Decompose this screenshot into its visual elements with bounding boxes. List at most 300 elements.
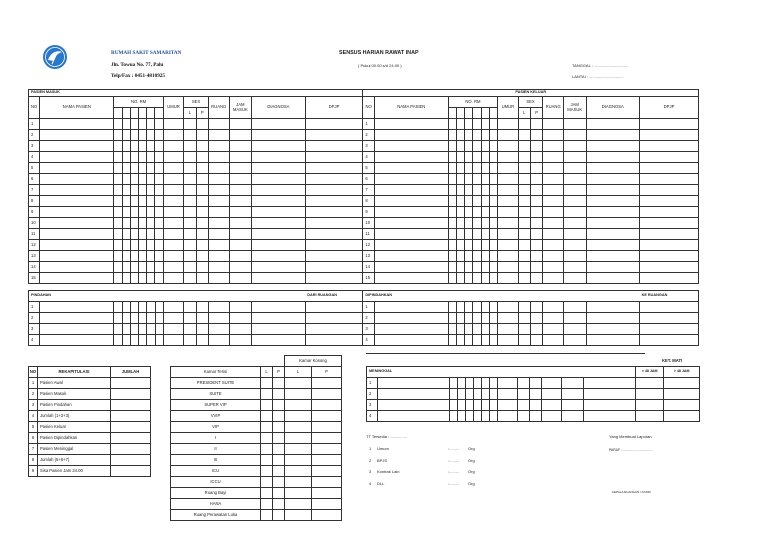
right-entry-cell[interactable] — [518, 218, 530, 229]
left-entry-cell[interactable] — [139, 119, 147, 130]
right-entry-cell[interactable] — [640, 273, 699, 284]
right-entry-cell[interactable] — [481, 251, 489, 262]
left-entry-cell[interactable] — [122, 240, 130, 251]
kamar-count-cell[interactable] — [273, 389, 285, 400]
right-entry-cell[interactable] — [481, 229, 489, 240]
right-entry-cell[interactable] — [374, 119, 448, 130]
left-entry-cell[interactable] — [114, 163, 122, 174]
meninggal-cell[interactable] — [584, 378, 636, 389]
right-pindahan-cell[interactable] — [518, 313, 530, 324]
right-entry-cell[interactable] — [481, 196, 489, 207]
left-pindahan-cell[interactable] — [252, 313, 306, 324]
right-entry-cell[interactable] — [489, 273, 497, 284]
right-entry-cell[interactable] — [489, 141, 497, 152]
right-entry-cell[interactable] — [563, 119, 586, 130]
meninggal-cell[interactable] — [474, 389, 482, 400]
right-entry-cell[interactable] — [586, 240, 639, 251]
right-entry-cell[interactable] — [543, 251, 564, 262]
right-entry-cell[interactable] — [457, 152, 465, 163]
left-entry-cell[interactable] — [155, 185, 163, 196]
kamar-count-cell[interactable] — [285, 411, 312, 422]
right-pindahan-cell[interactable] — [563, 324, 586, 335]
left-entry-cell[interactable] — [196, 229, 208, 240]
left-entry-cell[interactable] — [139, 207, 147, 218]
left-entry-cell[interactable] — [163, 262, 184, 273]
left-entry-cell[interactable] — [305, 152, 363, 163]
right-entry-cell[interactable] — [563, 240, 586, 251]
right-entry-cell[interactable] — [374, 152, 448, 163]
left-entry-cell[interactable] — [114, 130, 122, 141]
left-entry-cell[interactable] — [229, 119, 252, 130]
right-entry-cell[interactable] — [531, 152, 543, 163]
right-entry-cell[interactable] — [457, 119, 465, 130]
left-entry-cell[interactable] — [184, 196, 196, 207]
left-pindahan-cell[interactable] — [196, 313, 208, 324]
kamar-count-cell[interactable] — [273, 477, 285, 488]
right-pindahan-cell[interactable] — [465, 313, 473, 324]
right-entry-cell[interactable] — [465, 273, 473, 284]
left-entry-cell[interactable] — [229, 273, 252, 284]
left-pindahan-cell[interactable] — [40, 335, 114, 346]
right-entry-cell[interactable] — [543, 218, 564, 229]
left-entry-cell[interactable] — [130, 229, 138, 240]
kamar-count-cell[interactable] — [312, 477, 342, 488]
right-entry-cell[interactable] — [531, 185, 543, 196]
meninggal-cell[interactable] — [378, 378, 450, 389]
meninggal-cell[interactable] — [482, 389, 490, 400]
meninggal-cell[interactable] — [542, 389, 562, 400]
left-entry-cell[interactable] — [196, 218, 208, 229]
rm-digit[interactable] — [457, 108, 465, 119]
right-pindahan-cell[interactable] — [563, 302, 586, 313]
left-entry-cell[interactable] — [122, 119, 130, 130]
left-entry-cell[interactable] — [114, 229, 122, 240]
right-entry-cell[interactable] — [563, 196, 586, 207]
left-entry-cell[interactable] — [139, 229, 147, 240]
right-entry-cell[interactable] — [489, 163, 497, 174]
left-entry-cell[interactable] — [155, 262, 163, 273]
right-entry-cell[interactable] — [481, 152, 489, 163]
meninggal-cell[interactable] — [458, 389, 466, 400]
right-pindahan-cell[interactable] — [543, 324, 564, 335]
meninggal-cell[interactable] — [466, 411, 474, 422]
right-pindahan-cell[interactable] — [448, 302, 456, 313]
right-entry-cell[interactable] — [465, 152, 473, 163]
left-pindahan-cell[interactable] — [130, 335, 138, 346]
right-pindahan-cell[interactable] — [498, 302, 519, 313]
kamar-count-cell[interactable] — [273, 466, 285, 477]
right-entry-cell[interactable] — [543, 229, 564, 240]
right-entry-cell[interactable] — [473, 163, 481, 174]
right-entry-cell[interactable] — [640, 262, 699, 273]
right-pindahan-cell[interactable] — [448, 313, 456, 324]
right-entry-cell[interactable] — [465, 130, 473, 141]
left-entry-cell[interactable] — [196, 152, 208, 163]
left-entry-cell[interactable] — [196, 196, 208, 207]
right-entry-cell[interactable] — [586, 262, 639, 273]
left-pindahan-cell[interactable] — [130, 302, 138, 313]
right-entry-cell[interactable] — [489, 218, 497, 229]
kamar-count-cell[interactable] — [273, 433, 285, 444]
right-entry-cell[interactable] — [489, 262, 497, 273]
left-entry-cell[interactable] — [196, 207, 208, 218]
left-pindahan-cell[interactable] — [122, 302, 130, 313]
right-pindahan-cell[interactable] — [465, 335, 473, 346]
left-pindahan-cell[interactable] — [155, 313, 163, 324]
right-entry-cell[interactable] — [518, 163, 530, 174]
left-entry-cell[interactable] — [305, 240, 363, 251]
left-entry-cell[interactable] — [130, 185, 138, 196]
meninggal-cell[interactable] — [542, 411, 562, 422]
left-pindahan-cell[interactable] — [139, 302, 147, 313]
right-entry-cell[interactable] — [543, 207, 564, 218]
left-entry-cell[interactable] — [208, 240, 229, 251]
right-entry-cell[interactable] — [531, 163, 543, 174]
right-entry-cell[interactable] — [640, 229, 699, 240]
left-entry-cell[interactable] — [305, 196, 363, 207]
left-entry-cell[interactable] — [305, 185, 363, 196]
kamar-count-cell[interactable] — [312, 400, 342, 411]
rm-digit[interactable] — [122, 108, 130, 119]
right-entry-cell[interactable] — [586, 207, 639, 218]
meninggal-cell[interactable] — [458, 400, 466, 411]
left-entry-cell[interactable] — [40, 229, 114, 240]
left-pindahan-cell[interactable] — [130, 313, 138, 324]
right-entry-cell[interactable] — [531, 141, 543, 152]
right-pindahan-cell[interactable] — [586, 313, 640, 324]
right-pindahan-cell[interactable] — [518, 302, 530, 313]
left-entry-cell[interactable] — [163, 218, 184, 229]
right-entry-cell[interactable] — [489, 152, 497, 163]
left-entry-cell[interactable] — [208, 163, 229, 174]
right-entry-cell[interactable] — [498, 196, 519, 207]
kamar-count-cell[interactable] — [261, 477, 273, 488]
right-pindahan-cell[interactable] — [640, 335, 699, 346]
left-entry-cell[interactable] — [229, 251, 252, 262]
left-entry-cell[interactable] — [114, 119, 122, 130]
right-entry-cell[interactable] — [640, 152, 699, 163]
right-entry-cell[interactable] — [563, 152, 586, 163]
right-entry-cell[interactable] — [374, 240, 448, 251]
left-entry-cell[interactable] — [184, 262, 196, 273]
meninggal-cell[interactable] — [450, 400, 458, 411]
right-entry-cell[interactable] — [563, 185, 586, 196]
right-entry-cell[interactable] — [498, 251, 519, 262]
right-pindahan-cell[interactable] — [518, 335, 530, 346]
right-entry-cell[interactable] — [489, 229, 497, 240]
left-pindahan-cell[interactable] — [122, 335, 130, 346]
left-entry-cell[interactable] — [229, 174, 252, 185]
left-entry-cell[interactable] — [196, 251, 208, 262]
meninggal-cell[interactable] — [378, 411, 450, 422]
right-entry-cell[interactable] — [498, 262, 519, 273]
left-entry-cell[interactable] — [40, 185, 114, 196]
right-entry-cell[interactable] — [374, 130, 448, 141]
right-pindahan-cell[interactable] — [531, 302, 543, 313]
left-entry-cell[interactable] — [40, 152, 114, 163]
meninggal-cell[interactable] — [542, 400, 562, 411]
left-pindahan-cell[interactable] — [155, 324, 163, 335]
right-entry-cell[interactable] — [531, 196, 543, 207]
meninggal-cell[interactable] — [636, 389, 664, 400]
right-entry-cell[interactable] — [457, 207, 465, 218]
left-pindahan-cell[interactable] — [208, 302, 229, 313]
left-entry-cell[interactable] — [114, 141, 122, 152]
right-entry-cell[interactable] — [543, 141, 564, 152]
right-entry-cell[interactable] — [531, 262, 543, 273]
meninggal-cell[interactable] — [562, 411, 584, 422]
meninggal-cell[interactable] — [636, 378, 664, 389]
right-entry-cell[interactable] — [498, 185, 519, 196]
meninggal-cell[interactable] — [636, 400, 664, 411]
left-entry-cell[interactable] — [163, 196, 184, 207]
right-pindahan-cell[interactable] — [586, 324, 640, 335]
right-entry-cell[interactable] — [481, 273, 489, 284]
rm-digit[interactable] — [489, 108, 497, 119]
left-entry-cell[interactable] — [155, 229, 163, 240]
right-entry-cell[interactable] — [448, 218, 456, 229]
kamar-count-cell[interactable] — [312, 499, 342, 510]
right-entry-cell[interactable] — [374, 196, 448, 207]
right-entry-cell[interactable] — [457, 174, 465, 185]
right-entry-cell[interactable] — [543, 174, 564, 185]
left-entry-cell[interactable] — [130, 273, 138, 284]
left-pindahan-cell[interactable] — [196, 324, 208, 335]
kamar-count-cell[interactable] — [285, 455, 312, 466]
left-entry-cell[interactable] — [163, 174, 184, 185]
right-entry-cell[interactable] — [543, 273, 564, 284]
right-entry-cell[interactable] — [473, 240, 481, 251]
right-entry-cell[interactable] — [473, 273, 481, 284]
right-pindahan-cell[interactable] — [374, 302, 448, 313]
left-entry-cell[interactable] — [40, 196, 114, 207]
left-entry-cell[interactable] — [155, 141, 163, 152]
right-entry-cell[interactable] — [518, 130, 530, 141]
left-entry-cell[interactable] — [139, 262, 147, 273]
left-entry-cell[interactable] — [147, 207, 155, 218]
left-pindahan-cell[interactable] — [229, 335, 252, 346]
right-entry-cell[interactable] — [489, 130, 497, 141]
right-entry-cell[interactable] — [457, 229, 465, 240]
left-entry-cell[interactable] — [147, 251, 155, 262]
meninggal-cell[interactable] — [584, 389, 636, 400]
left-pindahan-cell[interactable] — [305, 313, 363, 324]
left-pindahan-cell[interactable] — [252, 335, 306, 346]
left-entry-cell[interactable] — [114, 251, 122, 262]
right-entry-cell[interactable] — [473, 218, 481, 229]
right-pindahan-cell[interactable] — [456, 324, 464, 335]
left-entry-cell[interactable] — [184, 229, 196, 240]
right-entry-cell[interactable] — [448, 119, 456, 130]
left-entry-cell[interactable] — [122, 141, 130, 152]
left-entry-cell[interactable] — [40, 174, 114, 185]
right-entry-cell[interactable] — [518, 251, 530, 262]
left-entry-cell[interactable] — [252, 174, 305, 185]
left-entry-cell[interactable] — [130, 152, 138, 163]
left-pindahan-cell[interactable] — [163, 313, 184, 324]
right-entry-cell[interactable] — [586, 174, 639, 185]
right-entry-cell[interactable] — [374, 262, 448, 273]
right-entry-cell[interactable] — [531, 218, 543, 229]
kamar-count-cell[interactable] — [312, 455, 342, 466]
right-entry-cell[interactable] — [543, 152, 564, 163]
left-entry-cell[interactable] — [208, 229, 229, 240]
left-entry-cell[interactable] — [114, 152, 122, 163]
right-entry-cell[interactable] — [563, 130, 586, 141]
right-pindahan-cell[interactable] — [518, 324, 530, 335]
left-entry-cell[interactable] — [40, 130, 114, 141]
left-pindahan-cell[interactable] — [252, 324, 306, 335]
left-entry-cell[interactable] — [163, 130, 184, 141]
right-entry-cell[interactable] — [563, 207, 586, 218]
left-entry-cell[interactable] — [139, 163, 147, 174]
meninggal-cell[interactable] — [664, 389, 700, 400]
left-pindahan-cell[interactable] — [184, 335, 196, 346]
kamar-count-cell[interactable] — [273, 444, 285, 455]
kamar-count-cell[interactable] — [273, 400, 285, 411]
meninggal-cell[interactable] — [466, 400, 474, 411]
right-entry-cell[interactable] — [498, 218, 519, 229]
kamar-count-cell[interactable] — [312, 488, 342, 499]
left-entry-cell[interactable] — [130, 130, 138, 141]
right-entry-cell[interactable] — [518, 240, 530, 251]
kamar-count-cell[interactable] — [261, 488, 273, 499]
left-entry-cell[interactable] — [196, 141, 208, 152]
meninggal-cell[interactable] — [530, 411, 542, 422]
right-entry-cell[interactable] — [374, 163, 448, 174]
left-entry-cell[interactable] — [147, 240, 155, 251]
left-entry-cell[interactable] — [208, 207, 229, 218]
left-entry-cell[interactable] — [122, 229, 130, 240]
left-entry-cell[interactable] — [252, 141, 305, 152]
meninggal-cell[interactable] — [466, 389, 474, 400]
meninggal-cell[interactable] — [664, 411, 700, 422]
right-entry-cell[interactable] — [374, 273, 448, 284]
right-entry-cell[interactable] — [518, 141, 530, 152]
left-entry-cell[interactable] — [208, 174, 229, 185]
right-entry-cell[interactable] — [465, 185, 473, 196]
right-entry-cell[interactable] — [498, 229, 519, 240]
left-entry-cell[interactable] — [196, 262, 208, 273]
left-entry-cell[interactable] — [147, 119, 155, 130]
right-entry-cell[interactable] — [374, 185, 448, 196]
right-entry-cell[interactable] — [543, 119, 564, 130]
left-entry-cell[interactable] — [139, 152, 147, 163]
left-entry-cell[interactable] — [184, 119, 196, 130]
right-entry-cell[interactable] — [640, 251, 699, 262]
meninggal-cell[interactable] — [474, 411, 482, 422]
left-entry-cell[interactable] — [229, 130, 252, 141]
right-pindahan-cell[interactable] — [640, 302, 699, 313]
right-pindahan-cell[interactable] — [498, 313, 519, 324]
left-entry-cell[interactable] — [229, 185, 252, 196]
right-entry-cell[interactable] — [473, 152, 481, 163]
left-entry-cell[interactable] — [196, 174, 208, 185]
right-entry-cell[interactable] — [448, 185, 456, 196]
right-pindahan-cell[interactable] — [456, 313, 464, 324]
right-entry-cell[interactable] — [640, 141, 699, 152]
right-entry-cell[interactable] — [563, 229, 586, 240]
kamar-count-cell[interactable] — [312, 433, 342, 444]
right-pindahan-cell[interactable] — [481, 324, 489, 335]
right-entry-cell[interactable] — [543, 262, 564, 273]
left-entry-cell[interactable] — [155, 273, 163, 284]
left-entry-cell[interactable] — [139, 185, 147, 196]
right-entry-cell[interactable] — [586, 119, 639, 130]
right-entry-cell[interactable] — [531, 130, 543, 141]
kamar-count-cell[interactable] — [285, 400, 312, 411]
right-entry-cell[interactable] — [473, 262, 481, 273]
meninggal-cell[interactable] — [490, 400, 498, 411]
right-entry-cell[interactable] — [498, 141, 519, 152]
kamar-count-cell[interactable] — [312, 389, 342, 400]
left-entry-cell[interactable] — [155, 152, 163, 163]
right-entry-cell[interactable] — [586, 185, 639, 196]
left-entry-cell[interactable] — [208, 152, 229, 163]
left-entry-cell[interactable] — [252, 207, 305, 218]
left-pindahan-cell[interactable] — [305, 324, 363, 335]
right-entry-cell[interactable] — [374, 251, 448, 262]
right-entry-cell[interactable] — [586, 163, 639, 174]
right-entry-cell[interactable] — [563, 273, 586, 284]
left-entry-cell[interactable] — [305, 207, 363, 218]
rekap-jumlah-cell[interactable] — [111, 466, 151, 477]
right-entry-cell[interactable] — [374, 218, 448, 229]
left-entry-cell[interactable] — [147, 196, 155, 207]
right-entry-cell[interactable] — [518, 262, 530, 273]
meninggal-cell[interactable] — [498, 378, 518, 389]
left-pindahan-cell[interactable] — [114, 313, 122, 324]
right-entry-cell[interactable] — [586, 229, 639, 240]
left-entry-cell[interactable] — [252, 229, 305, 240]
right-pindahan-cell[interactable] — [586, 335, 640, 346]
meninggal-cell[interactable] — [482, 378, 490, 389]
left-entry-cell[interactable] — [305, 174, 363, 185]
left-entry-cell[interactable] — [147, 218, 155, 229]
meninggal-cell[interactable] — [530, 378, 542, 389]
right-entry-cell[interactable] — [498, 174, 519, 185]
left-pindahan-cell[interactable] — [252, 302, 306, 313]
left-pindahan-cell[interactable] — [208, 313, 229, 324]
left-entry-cell[interactable] — [40, 240, 114, 251]
right-entry-cell[interactable] — [465, 218, 473, 229]
kamar-count-cell[interactable] — [285, 433, 312, 444]
right-entry-cell[interactable] — [518, 119, 530, 130]
right-entry-cell[interactable] — [465, 174, 473, 185]
left-entry-cell[interactable] — [252, 196, 305, 207]
rekap-jumlah-cell[interactable] — [111, 400, 151, 411]
meninggal-cell[interactable] — [518, 389, 530, 400]
left-entry-cell[interactable] — [252, 240, 305, 251]
right-entry-cell[interactable] — [481, 130, 489, 141]
left-entry-cell[interactable] — [208, 273, 229, 284]
rm-digit[interactable] — [130, 108, 138, 119]
right-entry-cell[interactable] — [640, 163, 699, 174]
right-entry-cell[interactable] — [448, 163, 456, 174]
right-pindahan-cell[interactable] — [531, 324, 543, 335]
right-entry-cell[interactable] — [473, 185, 481, 196]
right-pindahan-cell[interactable] — [465, 324, 473, 335]
left-entry-cell[interactable] — [40, 207, 114, 218]
left-entry-cell[interactable] — [229, 240, 252, 251]
meninggal-cell[interactable] — [664, 400, 700, 411]
left-pindahan-cell[interactable] — [147, 313, 155, 324]
left-entry-cell[interactable] — [40, 163, 114, 174]
kamar-count-cell[interactable] — [261, 499, 273, 510]
left-entry-cell[interactable] — [305, 141, 363, 152]
kamar-count-cell[interactable] — [285, 510, 312, 521]
left-entry-cell[interactable] — [147, 262, 155, 273]
